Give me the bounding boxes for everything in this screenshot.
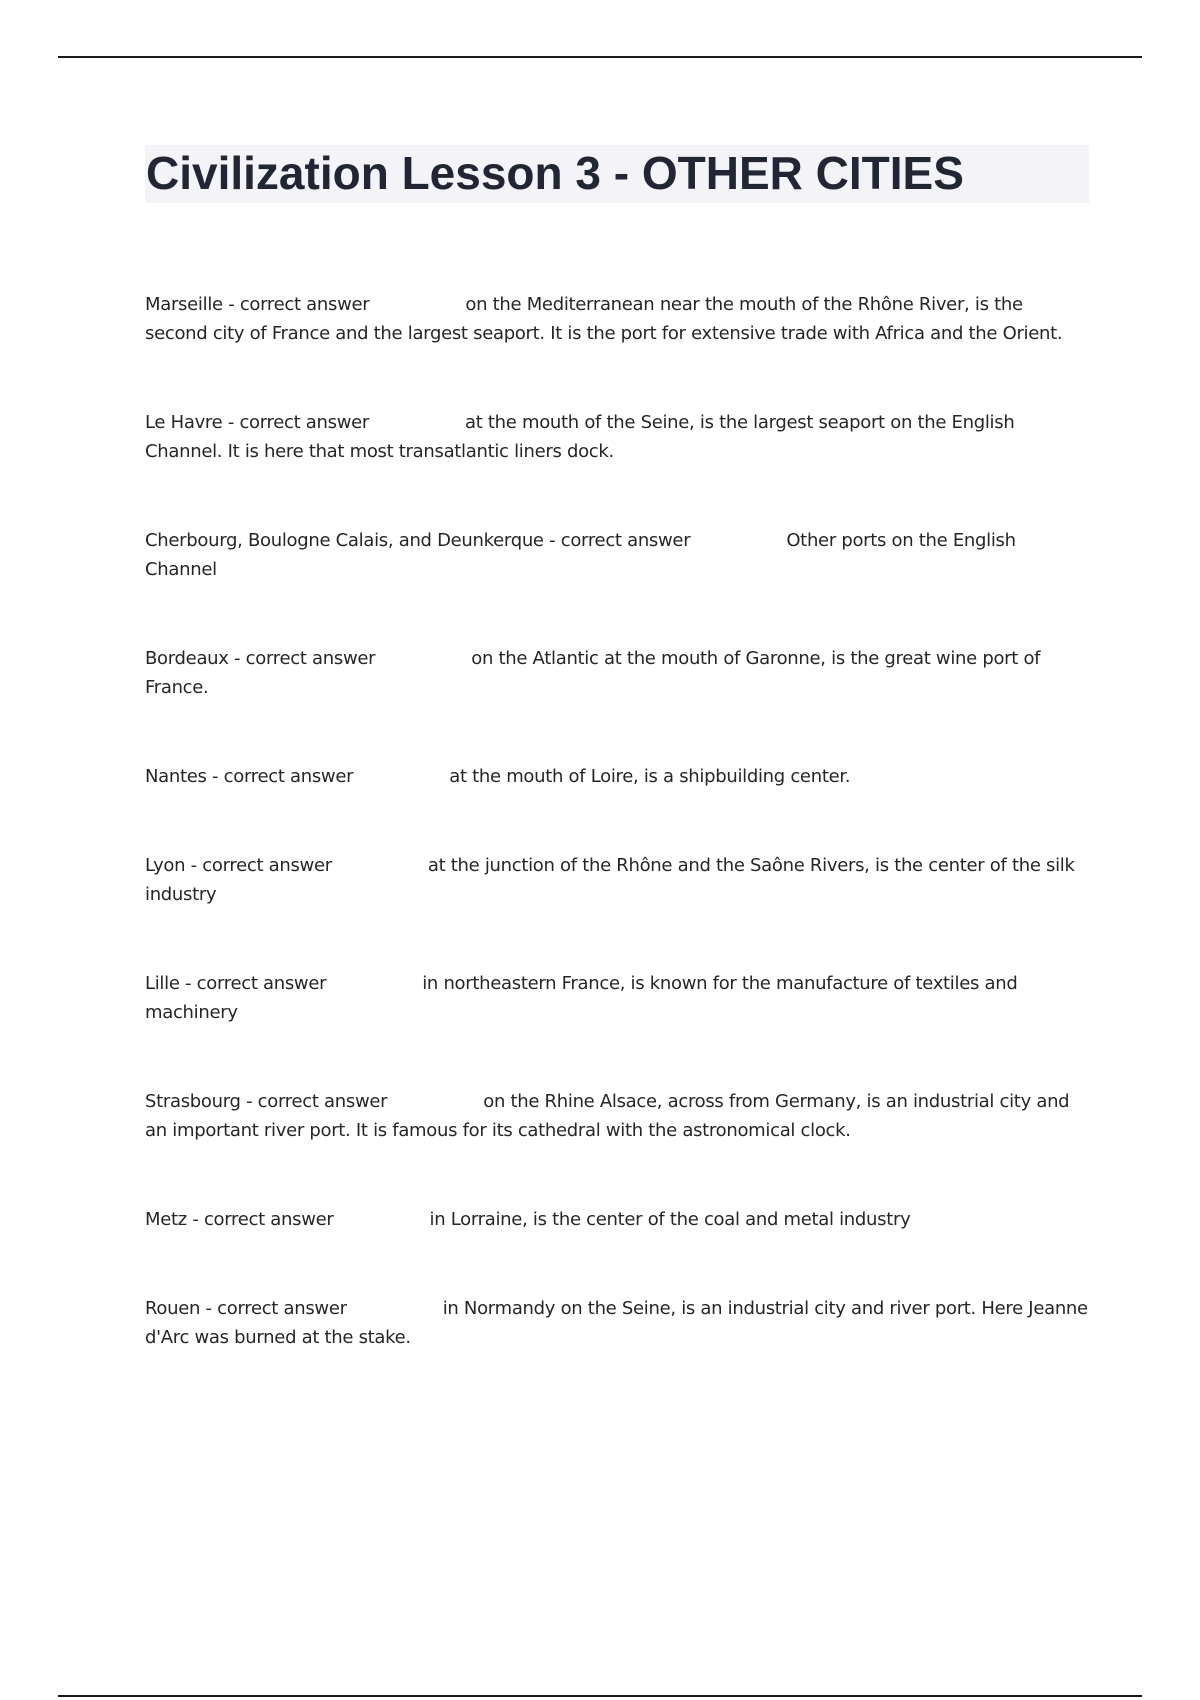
flashcard-entry-le-havre (145, 408, 1090, 466)
flashcard-entry-nantes (145, 762, 1090, 791)
entry-term: Lyon - correct answer (145, 855, 332, 876)
entry-term: Rouen - correct answer (145, 1298, 347, 1319)
page-title: Civilization Lesson 3 - OTHER CITIES (146, 147, 964, 199)
entry-term: Metz - correct answer (145, 1209, 334, 1230)
entry-definition: on the Mediterranean near the mouth of the Rhône River, is the second city of France and the largest seaport. It is the port for extensive trade with Africa and the Orient. (145, 294, 1063, 344)
entry-definition: on the Rhine Alsace, across from Germany, is an industrial city and an important river port. It is famous for its cathedral with the astronomical clock. (145, 1091, 1070, 1141)
entry-definition: in northeastern France, is known for the manufacture of textiles and machinery (145, 973, 1018, 1023)
entry-term: Cherbourg, Boulogne Calais, and Deunkerque - correct answer (145, 530, 691, 551)
entry-term: Nantes - correct answer (145, 766, 354, 787)
entry-term: Le Havre - correct answer (145, 412, 370, 433)
entry-definition: at the junction of the Rhône and the Saône Rivers, is the center of the silk industry (145, 855, 1075, 905)
flashcard-list (145, 290, 1090, 1412)
entry-term: Bordeaux - correct answer (145, 648, 376, 669)
entry-definition: in Normandy on the Seine, is an industrial city and river port. Here Jeanne d'Arc was burned at the stake. (145, 1298, 1088, 1348)
entry-definition: on the Atlantic at the mouth of Garonne, is the great wine port of France. (145, 648, 1041, 698)
flashcard-entry-marseille (145, 290, 1090, 348)
bottom-rule (58, 1695, 1142, 1697)
entry-term: Lille - correct answer (145, 973, 327, 994)
flashcard-entry-bordeaux (145, 644, 1090, 702)
flashcard-entry-lyon (145, 851, 1090, 909)
flashcard-entry-channel-ports (145, 526, 1090, 584)
flashcard-entry-lille (145, 969, 1090, 1027)
flashcard-entry-strasbourg (145, 1087, 1090, 1145)
entry-term: Strasbourg - correct answer (145, 1091, 388, 1112)
entry-definition: at the mouth of Loire, is a shipbuilding center. (449, 766, 851, 787)
entry-definition: Other ports on the English Channel (145, 530, 1016, 580)
flashcard-entry-rouen (145, 1294, 1090, 1352)
entry-definition: in Lorraine, is the center of the coal and metal industry (429, 1209, 911, 1230)
flashcard-entry-metz (145, 1205, 1090, 1234)
top-rule (58, 56, 1142, 58)
entry-definition: at the mouth of the Seine, is the largest seaport on the English Channel. It is here that most transatlantic liners dock. (145, 412, 1015, 462)
entry-term: Marseille - correct answer (145, 294, 370, 315)
